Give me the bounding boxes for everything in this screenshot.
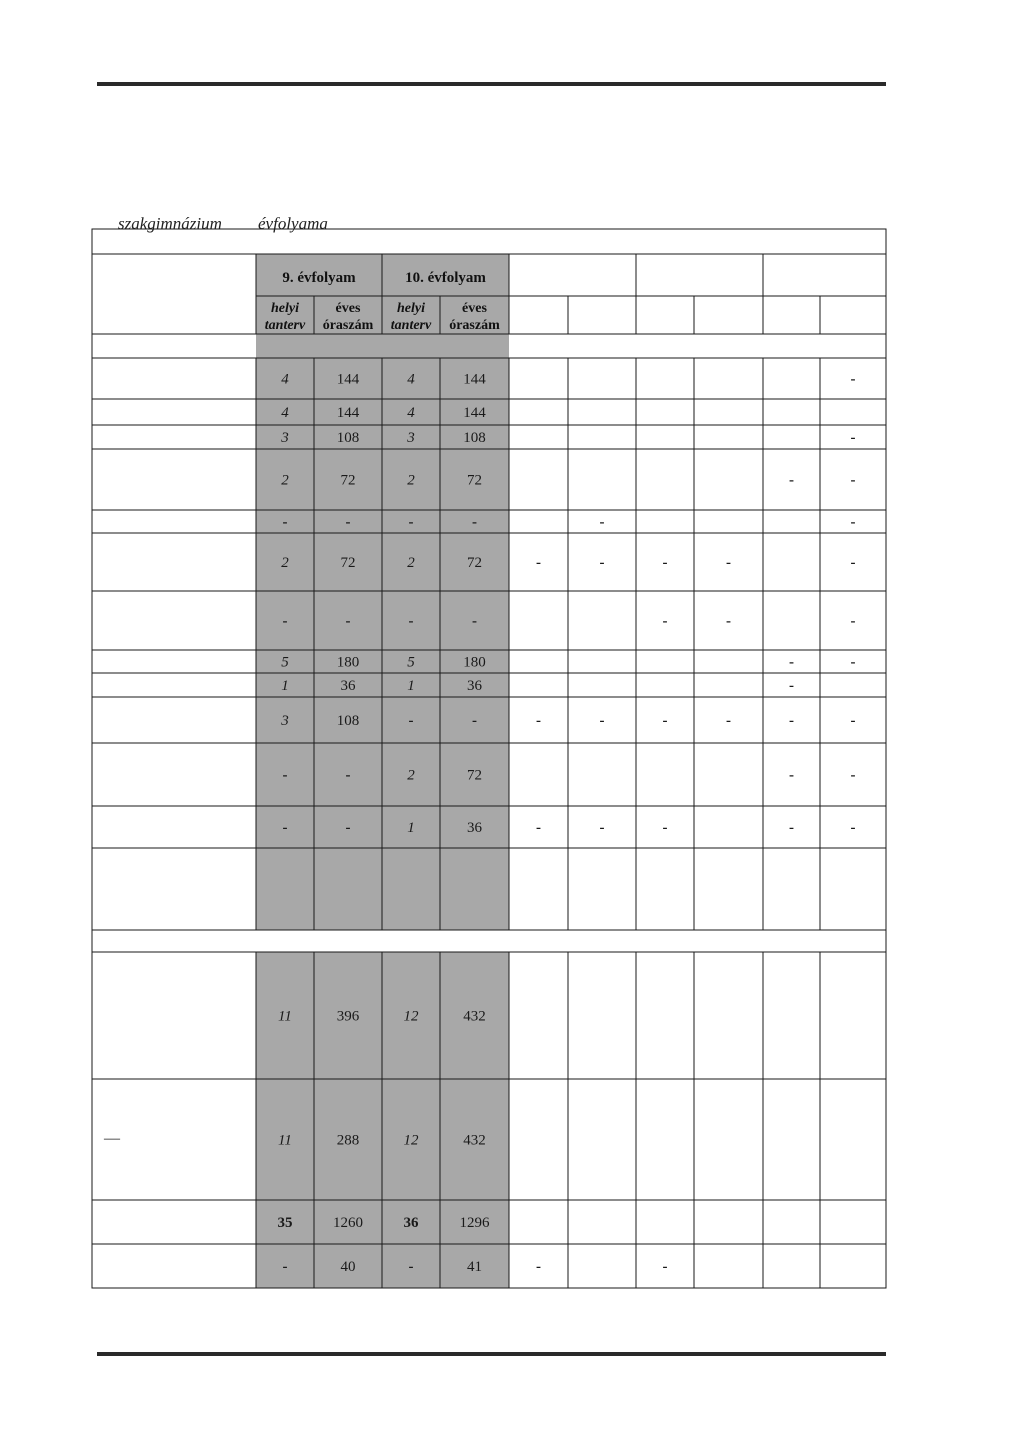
table-cell: 41 (467, 1259, 482, 1275)
table-cell: 1 (407, 678, 415, 694)
subheader-line-2: óraszám (449, 318, 500, 333)
table-cell: - (789, 820, 794, 836)
table-cell: 11 (278, 1008, 292, 1025)
table-cell: - (472, 613, 477, 630)
table-cell: - (850, 472, 856, 489)
table-cell: 2 (281, 472, 289, 489)
subheader-line-2: tanterv (390, 318, 432, 333)
table-cell: - (662, 555, 668, 571)
table-cell: - (282, 1259, 288, 1275)
subheader-line-2: tanterv (264, 318, 306, 333)
table-cell: - (282, 820, 288, 836)
table-cell: 288 (336, 1132, 360, 1149)
table-cell: - (850, 613, 856, 630)
table-cell: - (282, 767, 288, 784)
table-cell: 4 (407, 371, 415, 388)
table-cell: - (789, 654, 794, 671)
table-cell: 4 (281, 405, 289, 421)
table-cell: 5 (281, 654, 289, 671)
table-cell: - (789, 678, 794, 694)
table-cell: 40 (340, 1259, 356, 1275)
table-cell: 3 (281, 430, 289, 446)
table-cell: 432 (463, 1132, 486, 1149)
bottom-rule (97, 1352, 886, 1356)
table-cell: 11 (278, 1132, 292, 1149)
table-cell: 180 (463, 654, 486, 671)
table-cell: - (850, 654, 856, 671)
table-cell: 2 (407, 555, 415, 571)
table-cell: 5 (407, 654, 415, 671)
table-cell: 2 (407, 472, 415, 489)
table-cell: - (345, 613, 351, 630)
table-cell: 72 (340, 555, 356, 571)
table-cell: - (850, 820, 856, 836)
row-label-dash: — (104, 1130, 120, 1147)
table-cell: 2 (407, 767, 415, 784)
table-cell: 72 (467, 555, 482, 571)
table-cell: 1 (407, 820, 415, 836)
table-cell: 36 (467, 820, 482, 836)
table-cell: 36 (403, 1215, 419, 1231)
table-cell: - (726, 555, 731, 571)
subheader-line-1: éves (335, 301, 361, 316)
table-cell: 432 (463, 1008, 486, 1025)
table-cell: - (536, 555, 541, 571)
table-cell: - (408, 613, 414, 630)
table-cell: - (789, 767, 794, 784)
table-cell: 396 (336, 1008, 360, 1025)
table-cell: - (472, 713, 477, 729)
table-cell: - (789, 472, 794, 489)
table-cell: 180 (336, 654, 360, 671)
table-cell: - (282, 514, 288, 531)
table-cell: - (536, 713, 541, 729)
table-cell: 36 (467, 678, 482, 694)
table-cell: - (662, 820, 668, 836)
table-cell: - (536, 1259, 541, 1275)
table-cell: 108 (463, 430, 486, 446)
table-cell: 72 (467, 472, 482, 489)
table-cell: 1296 (459, 1215, 490, 1231)
grade-10-header: 10. évfolyam (405, 270, 486, 286)
table-cell: - (850, 514, 856, 531)
table-cell: 4 (407, 405, 415, 421)
table-cell: - (726, 613, 731, 630)
table-cell: - (662, 1259, 668, 1275)
table-cell: 144 (336, 405, 360, 421)
subheader-line-1: helyi (271, 301, 299, 316)
table-cell: - (599, 713, 605, 729)
table-cell: - (472, 514, 477, 531)
table-cell: - (408, 514, 414, 531)
table-cell: - (282, 613, 288, 630)
table-cell: 72 (340, 472, 356, 489)
table-cell: 1 (281, 678, 289, 694)
subheader-line-1: éves (462, 301, 487, 316)
table-cell: - (536, 820, 541, 836)
table-cell: - (662, 713, 668, 729)
table-cell: - (726, 713, 731, 729)
table-cell: 4 (281, 371, 289, 388)
table-cell: 3 (281, 713, 289, 729)
table-cell: 3 (407, 430, 415, 446)
table-cell: 108 (336, 713, 360, 729)
table-cell: - (599, 514, 605, 531)
caption-grade: évfolyama (258, 214, 328, 233)
table-cell: - (345, 767, 351, 784)
table-cell: - (850, 430, 856, 446)
table-cell: - (850, 767, 856, 784)
table-cell: 12 (403, 1132, 419, 1149)
table-cell: - (599, 555, 605, 571)
table-cell: - (408, 1259, 414, 1275)
table-cell: - (789, 713, 794, 729)
table-cell: 72 (467, 767, 482, 784)
table-cell: 144 (463, 371, 486, 388)
table-cell: 2 (281, 555, 289, 571)
subheader-line-1: helyi (397, 301, 425, 316)
table-cell: - (345, 514, 351, 531)
table-cell: - (408, 713, 414, 729)
subheader-line-2: óraszám (322, 318, 374, 333)
table-cell: - (599, 820, 605, 836)
table-cell: 144 (463, 405, 486, 421)
table-cell: - (345, 820, 351, 836)
grade-9-header: 9. évfolyam (282, 270, 356, 286)
table-cell: - (850, 555, 856, 571)
table-cell: 1260 (333, 1215, 363, 1231)
table-cell: 108 (336, 430, 360, 446)
table-cell: - (850, 371, 856, 388)
table-cell: - (662, 613, 668, 630)
table-cell: 12 (403, 1008, 419, 1025)
table-cell: - (850, 713, 856, 729)
table-cell: 36 (340, 678, 356, 694)
table-cell: 35 (277, 1215, 293, 1231)
caption-school-type: szakgimnázium (118, 214, 222, 233)
table-cell: 144 (336, 371, 360, 388)
